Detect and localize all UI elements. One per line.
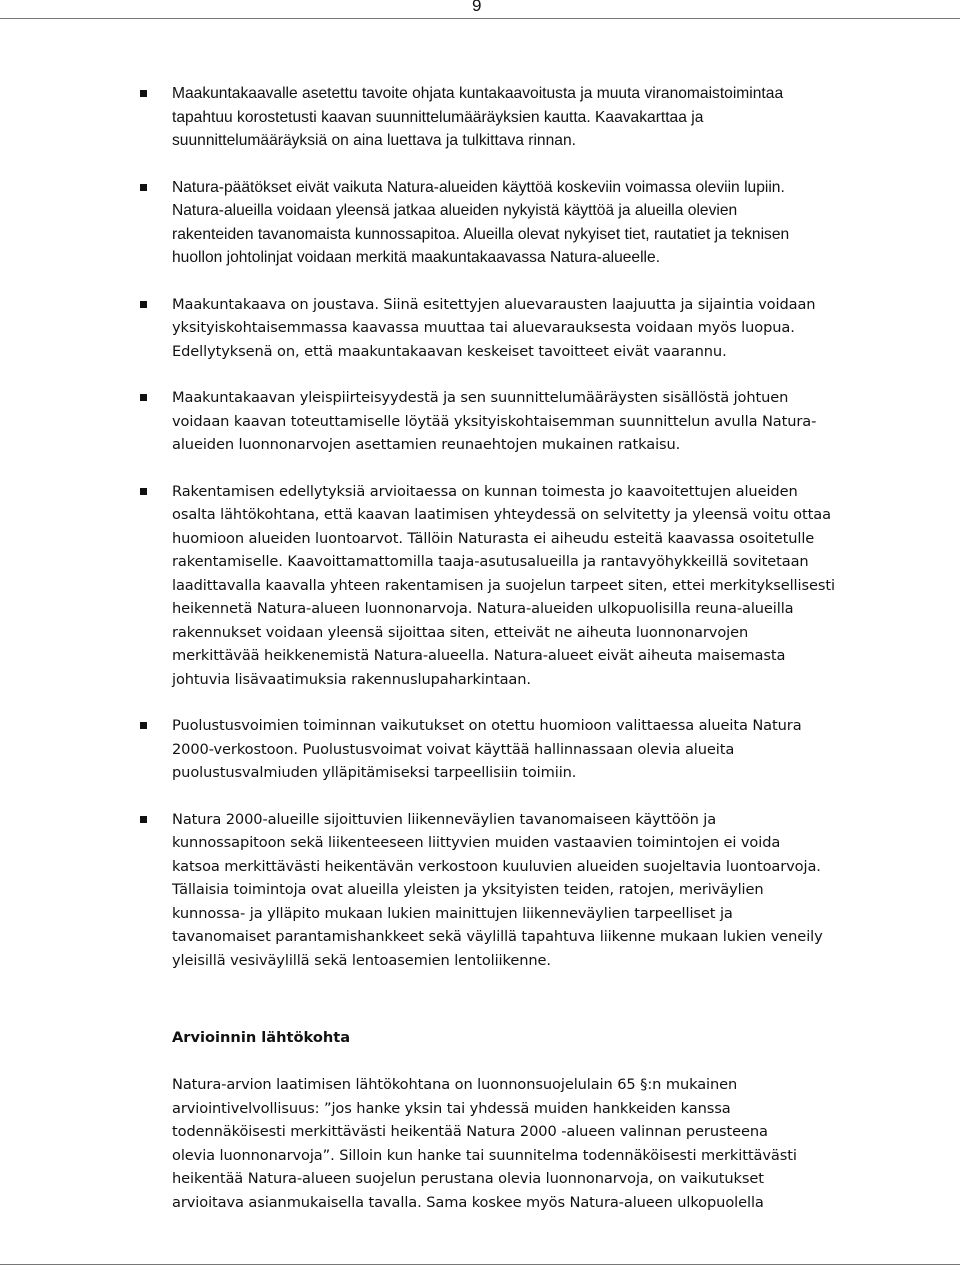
bullet-item [0, 480, 890, 692]
text-line: olevia luonnonarvoja”. Silloin kun hanke tai suunnitelma todennäköisesti merkittävästi [172, 1146, 797, 1164]
text-line: Tällaisia toimintoja ovat alueilla yleisten ja yksityisten teiden, ratojen, meriväylien [172, 881, 764, 898]
text-line: suunnittelumääräyksiä on aina luettava ja tulkittava rinnan. [172, 132, 576, 149]
bullet-item [0, 808, 890, 973]
text-line: Maakuntakaavalle asetettu tavoite ohjata kuntakaavoitusta ja muuta viranomaistoimintaa [172, 85, 784, 102]
text-line: Natura-arvion laatimisen lähtökohtana on luonnonsuojelulain 65 §:n mukainen [172, 1076, 738, 1093]
text-line: alueiden luonnonarvojen asettamien reunaehtojen mukainen ratkaisu. [172, 436, 681, 453]
bullet-item [0, 176, 890, 270]
text-line: arvioitava asianmukaisella tavalla. Sama koskee myös Natura-alueen ulkopuolella [172, 1193, 764, 1211]
text-line: Edellytyksenä on, että maakuntakaavan keskeiset tavoitteet eivät vaarannu. [172, 342, 727, 360]
square-bullet-icon [140, 488, 147, 495]
text-line: heikentää Natura-alueen suojelun perustana olevia luonnonarvoja, on vaikutukset [172, 1170, 764, 1187]
header-rule [0, 18, 960, 19]
section-paragraph [172, 1073, 872, 1214]
text-line: laadittavalla kaavalla yhteen rakentamisen ja suojelun tarpeet siten, ettei merkityksellisesti [172, 576, 835, 594]
text-line: kunnossapitoon sekä liikenteeseen liittyvien muiden vastaavien toimintojen ei voida [172, 834, 781, 851]
square-bullet-icon [140, 816, 147, 823]
footer-rule [0, 1264, 960, 1265]
square-bullet-icon [140, 301, 147, 308]
square-bullet-icon [140, 394, 147, 401]
text-line: 2000-verkostoon. Puolustusvoimat voivat käyttää hallinnassaan olevia alueita [172, 740, 735, 758]
text-line: yksityiskohtaisemmassa kaavassa muuttaa tai aluevarauksesta voidaan myös luopua. [172, 319, 795, 336]
square-bullet-icon [140, 722, 147, 729]
text-line: Natura-päätökset eivät vaikuta Natura-alueiden käyttöä koskeviin voimassa oleviin lupiin. [172, 178, 785, 196]
text-line: arviointivelvollisuus: ”jos hanke yksin tai yhdessä muiden hankkeiden kanssa [172, 1099, 731, 1117]
text-line: huomioon alueiden luontoarvot. Tällöin Naturasta ei aiheudu esteitä kaavassa osoitetulle [172, 529, 815, 547]
page-number: 9 [472, 0, 482, 15]
text-line: Natura 2000-alueille sijoittuvien liikenneväylien tavanomaiseen käyttöön ja [172, 810, 717, 828]
text-line: Rakentamisen edellytyksiä arvioitaessa on kunnan toimesta jo kaavoitettujen alueiden [172, 482, 798, 500]
bullet-item [0, 293, 890, 364]
text-line: todennäköisesti merkittävästi heikentää Natura 2000 -alueen valinnan perusteena [172, 1123, 768, 1140]
bullet-item [0, 82, 890, 153]
square-bullet-icon [140, 184, 147, 191]
bullet-item [0, 386, 890, 457]
text-line: katsoa merkittävästi heikentävän verkostoon kuuluvien alueiden suojeltavia luontoarvoja. [172, 857, 821, 875]
text-line: Puolustusvoimien toiminnan vaikutukset on otettu huomioon valittaessa alueita Natura [172, 717, 802, 734]
text-line: Natura-alueilla voidaan yleensä jatkaa alueiden nykyistä käyttöä ja alueilla olevien [172, 202, 738, 219]
text-line: Maakuntakaavan yleispiirteisyydestä ja sen suunnittelumääräysten sisällöstä johtuen [172, 389, 789, 406]
section-heading: Arvioinnin lähtökohta [172, 1029, 351, 1046]
text-line: voidaan kaavan toteuttamiselle löytää yksityiskohtaisemman suunnittelun avulla Natura- [172, 412, 817, 430]
text-line: kunnossa- ja ylläpito mukaan lukien mainittujen liikenneväylien tarpeelliset ja [172, 904, 733, 922]
square-bullet-icon [140, 90, 147, 97]
text-line: puolustusvalmiuden ylläpitämiseksi tarpeellisiin toimiin. [172, 764, 577, 781]
bullet-list [0, 82, 960, 972]
bullet-item [0, 714, 890, 785]
text-line: huollon johtolinjat voidaan merkitä maakuntakaavassa Natura-alueelle. [172, 249, 661, 266]
text-line: merkittävää heikkenemistä Natura-alueella. Natura-alueet eivät aiheuta maisemasta [172, 647, 786, 664]
text-line: Maakuntakaava on joustava. Siinä esitettyjen aluevarausten laajuutta ja sijaintia voidaan [172, 295, 816, 313]
text-line: heikennetä Natura-alueen luonnonarvoja. Natura-alueiden ulkopuolisilla reuna-alueilla [172, 600, 794, 617]
text-line: tavanomaiset parantamishankkeet sekä väylillä tapahtuva liikenne mukaan lukien veneily [172, 928, 823, 945]
text-line: rakentamiselle. Kaavoittamattomilla taaja-asutusalueilla ja rantavyöhykkeillä sovitetaan [172, 553, 809, 570]
text-line: rakenteiden tavanomaista kunnossapitoa. Alueilla olevat nykyiset tiet, rautatiet ja teknisen [172, 225, 790, 243]
text-line: yleisillä vesiväylillä sekä lentoasemien lentoliikenne. [172, 951, 551, 969]
text-line: rakennukset voidaan yleensä sijoittaa siten, etteivät ne aiheuta luonnonarvojen [172, 623, 749, 641]
text-line: tapahtuu korostetusti kaavan suunnittelumääräyksien kautta. Kaavakarttaa ja [172, 108, 704, 126]
text-line: osalta lähtökohtana, että kaavan laatimisen yhteydessä on selvitetty ja yleensä voitu ottaa [172, 506, 831, 523]
text-line: johtuvia lisävaatimuksia rakennuslupaharkintaan. [172, 670, 531, 688]
